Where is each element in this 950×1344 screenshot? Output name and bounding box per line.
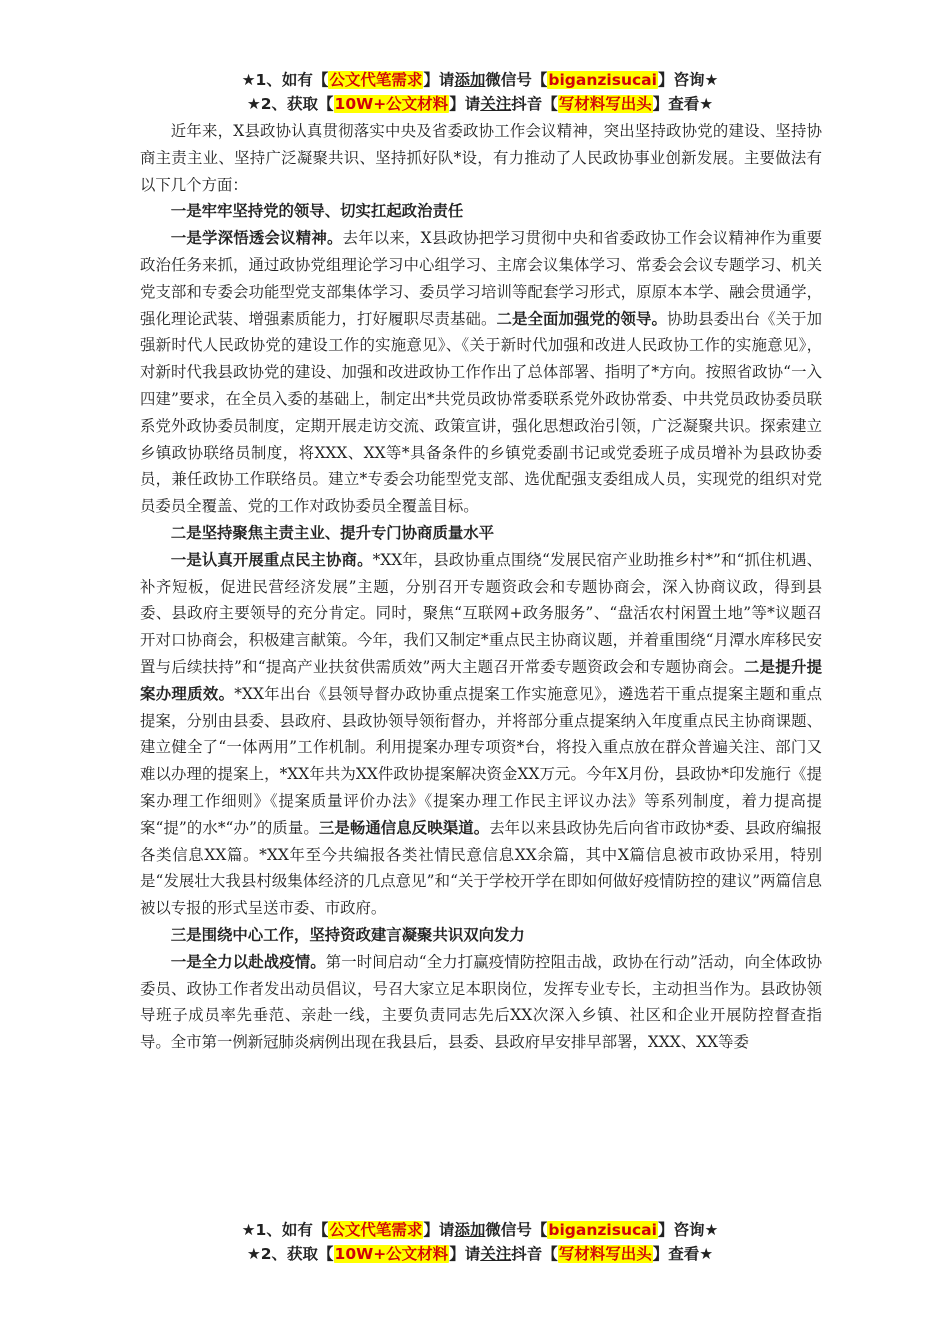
banner-text: 】咨询★: [657, 1221, 719, 1239]
banner-highlight-douyin: 写材料写出头: [558, 1245, 652, 1263]
banner-text: 】查看★: [652, 95, 714, 113]
banner-highlight-service: 公文代笔需求: [329, 71, 423, 89]
section-heading-2: 二是坚持聚焦主责主业、提升专门协商质量水平: [170, 523, 495, 542]
banner-underline-follow: 关注: [480, 1245, 512, 1263]
banner-text: 】咨询★: [657, 71, 719, 89]
banner-text: 】请: [449, 95, 481, 113]
paragraph-text: 去年以来，X县政协把学习贯彻中央和省委政协工作会议精神作为重要政治任务来抓，通过政协党组理论学习中心组学习、主席会议集体学习、常委会会议专题学习、机关党支部和专委会功能型党支部集体学习、委员学习培训等配套学习形式，原原本本学、融会贯通学，强化理论武装、增强素质能力，打好履职尽责基础。: [140, 229, 822, 328]
banner-text: 】查看★: [652, 1245, 714, 1263]
banner-line-1: [140, 1218, 820, 1242]
paragraph-text: 去年以来县政协先后向省市政协*委、县政府编报各类信息XX篇。*XX年至今共编报各类社情民意信息XX余篇，其中X篇信息被市政协采用，特别是“发展壮大我县村级集体经济的几点意见”和“关于学校开学在即如何做好疫情防控的建议”两篇信息被以专报的形式呈送市委、市政府。: [140, 818, 822, 918]
banner-underline-follow: 关注: [480, 95, 512, 113]
section-2-paragraph: [140, 547, 822, 922]
paragraph-text: 协助县委出台《关于加强新时代人民政协党的建设工作的实施意见》、《关于新时代加强和改进人民政协工作的实施意见》，对新时代我县政协党的建设、加强和改进政协工作作出了总体部署、指明了*方向。按照省政协“一入四建”要求，在全员入委的基础上，制定出*共党员政协常委联系党外政协常委、中共党员政协委员联系党外政协委员制度，定期开展走访交流、政策宣讲，强化思想政治引领，广泛凝聚共识。探索建立乡镇政协联络员制度，将XXX、XX等*具备条件的乡镇党委副书记或党委班子成员增补为县政协委员，兼任政协工作联络员。建立*专委会功能型党支部、选优配强支委组成人员，实现党的组织对党员委员全覆盖、党的工作对政协委员全覆盖目标。: [140, 309, 822, 516]
banner-text: ★2、获取【: [246, 95, 334, 113]
section-1-paragraph: [140, 225, 822, 520]
paragraph-text: *XX年出台《县领导督办政协重点提案工作实施意见》，遴选若干重点提案主题和重点提案，分别由县委、县政府、县政协领导领衔督办，并将部分重点提案纳入年度重点民主协商课题、建立健全了“一体两用”工作机制。利用提案办理专项资*台，将投入重点放在群众普遍关注、部门又难以办理的提案上，*XX年共为XX件政协提案解决资金XX万元。今年X月份，县政协*印发施行《提案办理工作细则》《提案质量评价办法》《提案办理工作民主评议办法》等系列制度，着力提高提案“提”的水*“办”的质量。: [140, 684, 822, 837]
section-3-paragraph: [140, 949, 822, 1056]
header-banner: [140, 68, 820, 116]
banner-text: 微信号【: [485, 1221, 548, 1239]
footer-banner: [140, 1218, 820, 1266]
banner-text: ★1、如有【: [241, 71, 329, 89]
banner-text: 】请: [423, 71, 455, 89]
banner-highlight-douyin: 写材料写出头: [558, 95, 652, 113]
lead-phrase: 二是提升提案办理质效。: [140, 657, 822, 703]
lead-phrase: 一是认真开展重点民主协商。: [170, 550, 373, 569]
banner-highlight-service: 公文代笔需求: [329, 1221, 423, 1239]
banner-text: 抖音【: [511, 95, 558, 113]
banner-highlight-wechat: biganzisucai: [548, 1221, 657, 1239]
banner-text: ★2、获取【: [246, 1245, 334, 1263]
banner-line-1: [140, 68, 820, 92]
banner-highlight-wechat: biganzisucai: [548, 71, 657, 89]
section-heading-3: 三是围绕中心工作，坚持资政建言凝聚共识双向发力: [170, 925, 525, 944]
intro-paragraph: 近年来，X县政协认真贯彻落实中央及省委政协工作会议精神，突出坚持政协党的建设、坚持协商主责主业、坚持广泛凝聚共识、坚持抓好队*设，有力推动了人民政协事业创新发展。主要做法有以下几个方面：: [140, 122, 822, 194]
banner-text: 抖音【: [511, 1245, 558, 1263]
document-body: [140, 118, 822, 1198]
banner-highlight-materials: 10W+公文材料: [334, 95, 449, 113]
lead-phrase: 二是全面加强党的领导。: [496, 309, 668, 328]
banner-underline-add: 添加: [454, 1221, 486, 1239]
banner-text: 】请: [449, 1245, 481, 1263]
lead-phrase: 三是畅通信息反映渠道。: [318, 818, 490, 837]
banner-highlight-materials: 10W+公文材料: [334, 1245, 449, 1263]
banner-line-2: [140, 92, 820, 116]
section-heading-1: 一是牢牢坚持党的领导、切实扛起政治责任: [170, 202, 464, 221]
lead-phrase: 一是全力以赴战疫情。: [170, 952, 326, 971]
paragraph-text: 第一时间启动“全力打赢疫情防控阻击战，政协在行动”活动，向全体政协委员、政协工作者发出动员倡议，号召大家立足本职岗位，发挥专业专长，主动担当作为。县政协领导班子成员率先垂范、亲赴一线，主要负责同志先后XX次深入乡镇、社区和企业开展防控督查指导。全市第一例新冠肺炎病例出现在我县后，县委、县政府早安排早部署，XXX、XX等委: [140, 952, 822, 1052]
banner-line-2: [140, 1242, 820, 1266]
banner-text: 微信号【: [485, 71, 548, 89]
banner-text: 】请: [423, 1221, 455, 1239]
paragraph-text: *XX年，县政协重点围绕“发展民宿产业助推乡村*”和“抓住机遇、补齐短板，促进民营经济发展”主题，分别召开专题资政会和专题协商会，深入协商议政，得到县委、县政府主要领导的充分肯定。同时，聚焦“互联网+政务服务”、“盘活农村闲置土地”等*议题召开对口协商会，积极建言献策。今年，我们又制定*重点民主协商议题，并着重围绕“月潭水库移民安置与后续扶持”和“提高产业扶贫供需质效”两大主题召开常委专题资政会和专题协商会。: [140, 550, 822, 676]
banner-underline-add: 添加: [454, 71, 486, 89]
lead-phrase: 一是学深悟透会议精神。: [170, 229, 343, 248]
banner-text: ★1、如有【: [241, 1221, 329, 1239]
